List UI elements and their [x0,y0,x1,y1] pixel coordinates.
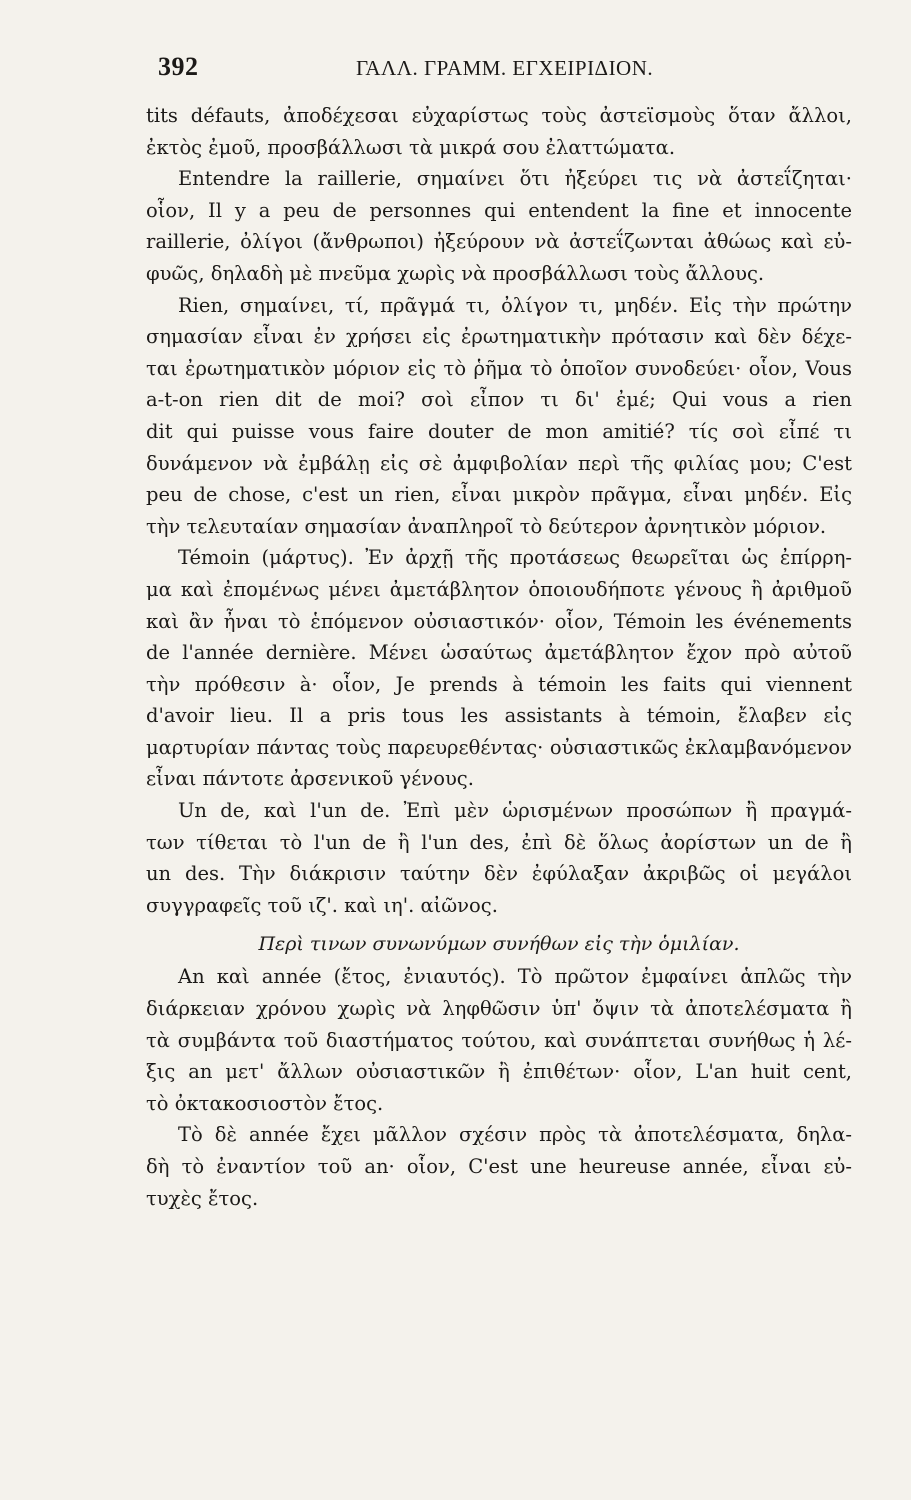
text-line: φυῶς, δηλαδὴ μὲ πνεῦμα χωρὶς νὰ προσβάλλωσι τοὺς ἄλλους. [146,261,765,285]
text-line: τὰ συμβάντα τοῦ διαστήματος τούτου, καὶ συνάπτεται συνήθως ἡ λέ- [146,1028,852,1052]
text-line: οἷον, Il y a peu de personnes qui entendent la fine et innocente [146,198,852,222]
text-line: καὶ ἂν ἦναι τὸ ἑπόμενον οὐσιαστικόν· οἷον, Témoin les événements [146,609,852,633]
text-line: διάρκειαν χρόνου χωρὶς νὰ ληφθῶσιν ὑπ' ὄψιν τὰ ἀποτελέσματα ἢ [146,997,852,1021]
text-line: ται ἐρωτηματικὸν μόριον εἰς τὸ ῥῆμα τὸ ὁποῖον συνοδεύει· οἷον, Vous [146,356,852,380]
text-line: δὴ τὸ ἐναντίον τοῦ an· οἷον, C'est une heureuse année, εἶναι εὐ- [146,1155,852,1178]
text-line: un des. Τὴν διάκρισιν ταύτην δὲν ἐφύλαξαν ἀκριβῶς οἱ μεγάλοι [146,862,852,886]
text-line: a-t-on rien dit de moi? σοὶ εἶπον τι δι' ἐμέ; Qui vous a rien [146,388,852,412]
text-line: τυχὲς ἔτος. [146,1186,259,1210]
text-line: τὸ ὀκτακοσιοστὸν ἔτος. [146,1091,384,1115]
text-line: τὴν πρόθεσιν à· οἷον, Je prends à témoin les faits qui viennent [146,672,852,696]
text-line: raillerie, ὀλίγοι (ἄνθρωποι) ἠξεύρουν νὰ ἀστεΐζωνται ἀθώως καὶ εὐ- [146,230,852,254]
text-block [146,100,852,1214]
text-line: de l'année dernière. Μένει ὡσαύτως ἀμετάβλητον ἔχον πρὸ αὐτοῦ [146,641,852,665]
text-line: τὴν τελευταίαν σημασίαν ἀναπληροῖ τὸ δεύτερον ἀρνητικὸν μόριον. [146,514,827,538]
text-line: d'avoir lieu. Il a pris tous les assistants à témoin, ἔλαβεν εἰς [146,704,852,728]
text-line: δυνάμενον νὰ ἐμβάλῃ εἰς σὲ ἀμφιβολίαν περὶ τῆς φιλίας μου; C'est [146,451,852,475]
paragraph-start-line: Entendre la raillerie, σημαίνει ὅτι ἠξεύρει τις νὰ ἀστεΐζηται· [178,167,852,191]
text-line: ξις an μετ' ἄλλων οὐσιαστικῶν ἢ ἐπιθέτων· οἷον, L'an huit cent, [146,1060,852,1084]
section-subheading: Περὶ τινων συνωνύμων συνήθων εἰς τὴν ὁμιλίαν. [258,933,740,956]
page-number: 392 [158,52,199,81]
text-line: μα καὶ ἐπομένως μένει ἀμετάβλητον ὁποιουδήποτε γένους ἢ ἀριθμοῦ [146,577,852,601]
paragraph-start-line: Témoin (μάρτυς). Ἐν ἀρχῇ τῆς προτάσεως θεωρεῖται ὡς ἐπίρρη- [178,546,852,570]
text-line: συγγραφεῖς τοῦ ιζ'. καὶ ιη'. αἰῶνος. [146,893,498,917]
text-line: dit qui puisse vous faire douter de mon amitié? τίς σοὶ εἶπέ τι [146,419,852,443]
text-line: peu de chose, c'est un rien, εἶναι μικρὸν πρᾶγμα, εἶναι μηδέν. Εἰς [146,483,852,507]
text-line: μαρτυρίαν πάντας τοὺς παρευρεθέντας· οὐσιαστικῶς ἐκλαμβανόμενον [146,735,852,759]
paragraph-start-line: An καὶ année (ἔτος, ἐνιαυτός). Τὸ πρῶτον ἐμφαίνει ἁπλῶς τὴν [178,965,852,989]
text-line: εἶναι πάντοτε ἀρσενικοῦ γένους. [146,767,474,791]
paragraph-start-line: Rien, σημαίνει, τί, πρᾶγμά τι, ὀλίγον τι, μηδέν. Εἰς τὴν πρώτην [178,293,852,317]
text-line: των τίθεται τὸ l'un de ἢ l'un des, ἐπὶ δὲ ὅλως ἀορίστων un de ἢ [146,830,852,854]
text-line: σημασίαν εἶναι ἐν χρήσει εἰς ἐρωτηματικὴν πρότασιν καὶ δὲν δέχε- [146,325,852,349]
paragraph-start-line: Τὸ δὲ année ἔχει μᾶλλον σχέσιν πρὸς τὰ ἀποτελέσματα, δηλα- [178,1123,852,1147]
text-line: tits défauts, ἀποδέχεσαι εὐχαρίστως τοὺς ἀστεϊσμοὺς ὅταν ἄλλοι, [146,104,852,127]
running-title: ΓΑΛΛ. ΓΡΑΜΜ. ΕΓΧΕΙΡΙΔΙΟΝ. [356,56,654,80]
page-header [142,50,852,90]
paragraph-start-line: Un de, καὶ l'un de. Ἐπὶ μὲν ὡρισμένων προσώπων ἢ πραγμά- [178,799,852,823]
text-line: ἐκτὸς ἐμοῦ, προσβάλλωσι τὰ μικρά σου ἐλαττώματα. [146,135,676,159]
